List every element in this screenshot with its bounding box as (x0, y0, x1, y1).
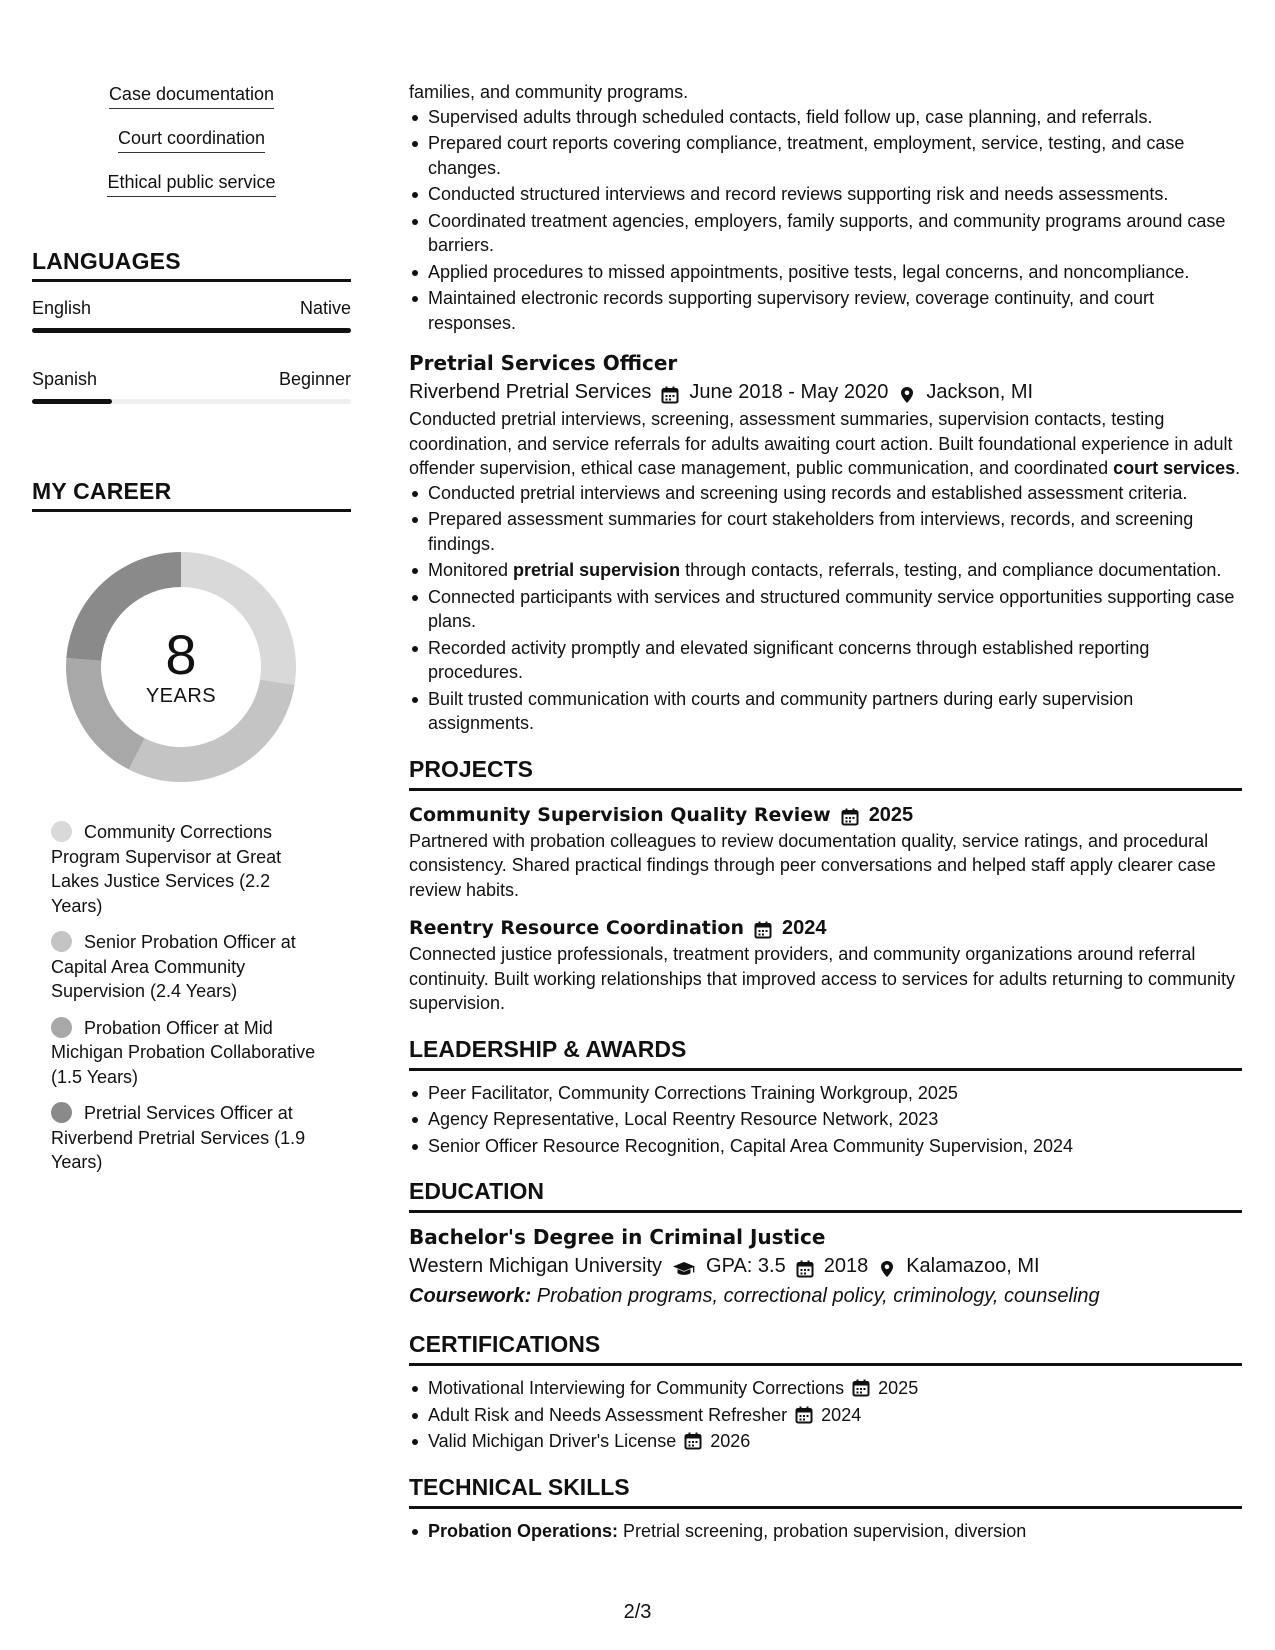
bullet-item: Supervised adults through scheduled contacts, field follow up, case planning, and referrals. (428, 105, 1242, 130)
skill-tag: Ethical public service (107, 170, 275, 197)
calendar-icon (684, 1432, 702, 1450)
map-pin-icon (898, 383, 916, 401)
coursework-list: Probation programs, correctional policy, criminology, counseling (531, 1285, 1100, 1307)
career-heading: MY CAREER (32, 478, 351, 512)
job-title: Pretrial Services Officer (409, 351, 678, 375)
continued-text: families, and community programs. (409, 82, 689, 102)
project-title-row (409, 914, 1242, 942)
technical-skills-heading: TECHNICAL SKILLS (409, 1472, 1242, 1509)
left-column (32, 82, 351, 1187)
skill-tag: Court coordination (118, 126, 265, 153)
degree-title: Bachelor's Degree in Criminal Justice (409, 1225, 826, 1249)
certification-item (428, 1403, 1242, 1428)
graduation-year: 2018 (823, 1255, 869, 1277)
certification-year: 2024 (821, 1404, 862, 1425)
project-year: 2025 (868, 803, 914, 826)
calendar-icon (661, 383, 679, 401)
career-years-unit: YEARS (145, 685, 217, 707)
calendar-icon (795, 1406, 813, 1424)
job-bullets (409, 481, 1242, 736)
legend-label: Pretrial Services Officer at Riverbend Pretrial Services (1.9 Years) (51, 1103, 306, 1172)
bullet-item: Agency Representative, Local Reentry Resource Network, 2023 (428, 1107, 1242, 1132)
donut-center (66, 552, 296, 782)
leadership-list (409, 1081, 1242, 1159)
technical-skills-list (409, 1519, 1242, 1544)
school-name: Western Michigan University (409, 1255, 663, 1277)
career-donut-chart (66, 552, 296, 782)
language-bar-fill (32, 328, 351, 333)
calendar-icon (852, 1379, 870, 1397)
bullet-item: Coordinated treatment agencies, employers, family supports, and community programs around case barriers. (428, 209, 1242, 258)
gpa: GPA: 3.5 (706, 1255, 786, 1277)
project-description: Connected justice professionals, treatment providers, and community organizations around referral continuity. Built working relationships that improved access to services for adults returning to community supervision. (409, 944, 1236, 1013)
language-level: Native (299, 298, 351, 318)
legend-item (51, 1101, 321, 1175)
legend-dot (51, 1102, 72, 1123)
job-location: Jackson, MI (926, 381, 1034, 403)
language-level: Beginner (278, 369, 351, 389)
bullet-item: Maintained electronic records supporting supervisory review, coverage continuity, and court responses. (428, 286, 1242, 335)
calendar-icon (841, 806, 859, 824)
certification-name: Motivational Interviewing for Community Corrections (428, 1378, 845, 1398)
summary-end: . (1235, 458, 1241, 478)
job-summary (409, 407, 1242, 481)
bullet-item: Conducted pretrial interviews and screening using records and established assessment criteria. (428, 481, 1242, 506)
project-title: Reentry Resource Coordination (409, 917, 744, 939)
job-company: Riverbend Pretrial Services (409, 381, 652, 403)
legend-label: Community Corrections Program Supervisor at Great Lakes Justice Services (2.2 Years) (51, 822, 282, 916)
language-name: Spanish (32, 369, 98, 389)
bullet-item (428, 558, 1242, 583)
leadership-heading: LEADERSHIP & AWARDS (409, 1034, 1242, 1071)
project-entry (409, 914, 1242, 1016)
technical-skill-item (428, 1519, 1242, 1544)
school-location: Kalamazoo, MI (906, 1255, 1040, 1277)
bullet-item: Prepared court reports covering compliance, treatment, employment, service, testing, and case changes. (428, 131, 1242, 180)
previous-job-bullets (409, 105, 1242, 336)
bullet-item: Senior Officer Resource Recognition, Capital Area Community Supervision, 2024 (428, 1134, 1242, 1159)
coursework (409, 1281, 1242, 1311)
bullet-text: through contacts, referrals, testing, and compliance documentation. (680, 560, 1222, 580)
project-year: 2024 (781, 917, 827, 939)
legend-dot (51, 931, 72, 952)
legend-label: Probation Officer at Mid Michigan Probation Collaborative (1.5 Years) (51, 1017, 316, 1087)
skill-tag: Case documentation (109, 82, 274, 109)
project-entry (409, 801, 1242, 903)
language-item (32, 296, 351, 333)
bullet-item: Peer Facilitator, Community Corrections Training Workgroup, 2025 (428, 1081, 1242, 1106)
certifications-list (409, 1376, 1242, 1454)
legend-dot (51, 1017, 72, 1038)
calendar-icon (796, 1257, 814, 1275)
languages-section (32, 248, 351, 404)
certification-year: 2026 (710, 1431, 751, 1451)
job-meta (409, 377, 1242, 407)
summary-bold: court services (1113, 458, 1236, 478)
legend-label: Senior Probation Officer at Capital Area Community Supervision (2.4 Years) (51, 932, 296, 1001)
project-description: Partnered with probation colleagues to review documentation quality, service ratings, and procedural consistency. Shared practical findings through peer conversations and helped staff apply clearer case review habits. (409, 830, 1216, 900)
legend-item (51, 930, 321, 1004)
career-legend (32, 820, 321, 1175)
bullet-text: Monitored (428, 560, 514, 580)
certification-name: Valid Michigan Driver's License (428, 1431, 677, 1451)
education-heading: EDUCATION (409, 1176, 1242, 1213)
languages-heading: LANGUAGES (32, 248, 351, 282)
bullet-item: Recorded activity promptly and elevated significant concerns through established reporting procedures. (428, 636, 1242, 685)
skill-values: Pretrial screening, probation supervision, diversion (618, 1520, 1027, 1541)
bullet-item: Conducted structured interviews and record reviews supporting risk and needs assessments. (428, 182, 1242, 207)
bullet-item: Prepared assessment summaries for court stakeholders from interviews, records, and screening findings. (428, 507, 1242, 556)
projects-heading: PROJECTS (409, 754, 1242, 791)
language-item (32, 367, 351, 404)
job-dates: June 2018 - May 2020 (689, 381, 889, 403)
summary-text: Conducted pretrial interviews, screening, assessment summaries, supervision contacts, testing coordination, and service referrals for adults awaiting court action. Built foundational experience in adult offender supervision, ethical case management, public communication, and coordinated (409, 409, 1233, 478)
legend-dot (51, 821, 72, 842)
page-number: 2/3 (623, 1601, 652, 1623)
career-total-years: 8 (165, 623, 197, 686)
coursework-label: Coursework: (409, 1285, 532, 1307)
project-title-row (409, 801, 1242, 829)
certification-year: 2025 (878, 1378, 919, 1398)
certification-item (428, 1376, 1242, 1401)
language-name: English (32, 298, 92, 318)
bullet-item: Built trusted communication with courts and community partners during early supervision assignments. (428, 687, 1242, 736)
language-bar-fill (32, 399, 112, 404)
bullet-bold: pretrial supervision (513, 560, 681, 580)
right-column (409, 80, 1242, 1545)
certification-item (428, 1429, 1242, 1454)
job-entry (409, 349, 1242, 736)
project-title: Community Supervision Quality Review (409, 803, 831, 826)
bullet-item: Connected participants with services and structured community service opportunities supporting case plans. (428, 585, 1242, 634)
legend-item (51, 1016, 321, 1090)
calendar-icon (754, 919, 772, 937)
career-section (32, 478, 351, 1175)
map-pin-icon (878, 1257, 896, 1275)
graduation-cap-icon (672, 1257, 696, 1275)
education-entry (409, 1223, 1242, 1311)
legend-item (51, 820, 321, 918)
bullet-item: Applied procedures to missed appointments, positive tests, legal concerns, and noncompliance. (428, 260, 1242, 285)
skill-tags (32, 82, 351, 214)
skill-category: Probation Operations: (428, 1520, 619, 1541)
language-bar (32, 328, 351, 333)
certifications-heading: CERTIFICATIONS (409, 1329, 1242, 1366)
education-meta (409, 1251, 1242, 1281)
language-bar (32, 399, 351, 404)
certification-name: Adult Risk and Needs Assessment Refresher (428, 1404, 788, 1425)
